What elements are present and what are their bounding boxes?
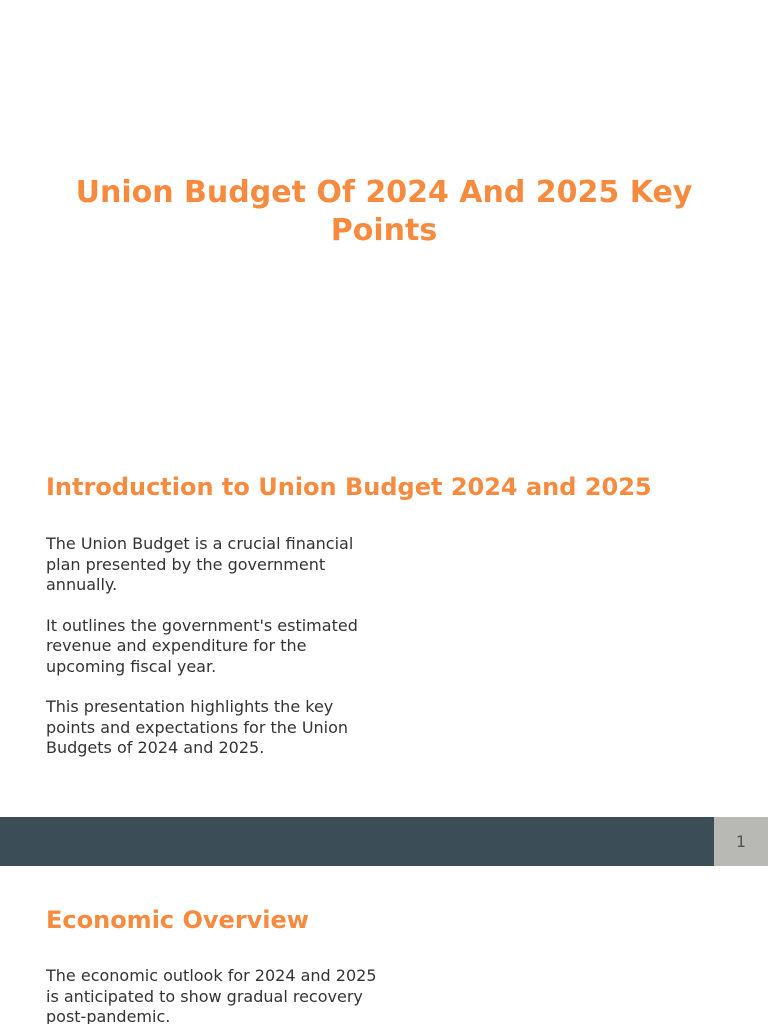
page-title: Union Budget Of 2024 And 2025 Key Points: [75, 175, 693, 248]
intro-paragraph: It outlines the government's estimated revenue and expenditure for the upcoming fiscal year.: [46, 615, 358, 676]
economic-paragraph: The economic outlook for 2024 and 2025 is anticipated to show gradual recovery post-pandemic.: [46, 966, 377, 1024]
page-number: 1: [714, 817, 768, 866]
intro-body: [46, 534, 386, 779]
economic-body: [46, 966, 386, 1024]
slide-footer-bar: [0, 817, 714, 866]
intro-heading: Introduction to Union Budget 2024 and 2025: [46, 473, 652, 501]
intro-paragraph: This presentation highlights the key points and expectations for the Union Budgets of 2024 and 2025.: [46, 697, 349, 757]
economic-heading: Economic Overview: [46, 906, 309, 934]
intro-paragraph: The Union Budget is a crucial financial plan presented by the government annually.: [46, 534, 354, 594]
title-slide: [0, 0, 768, 440]
